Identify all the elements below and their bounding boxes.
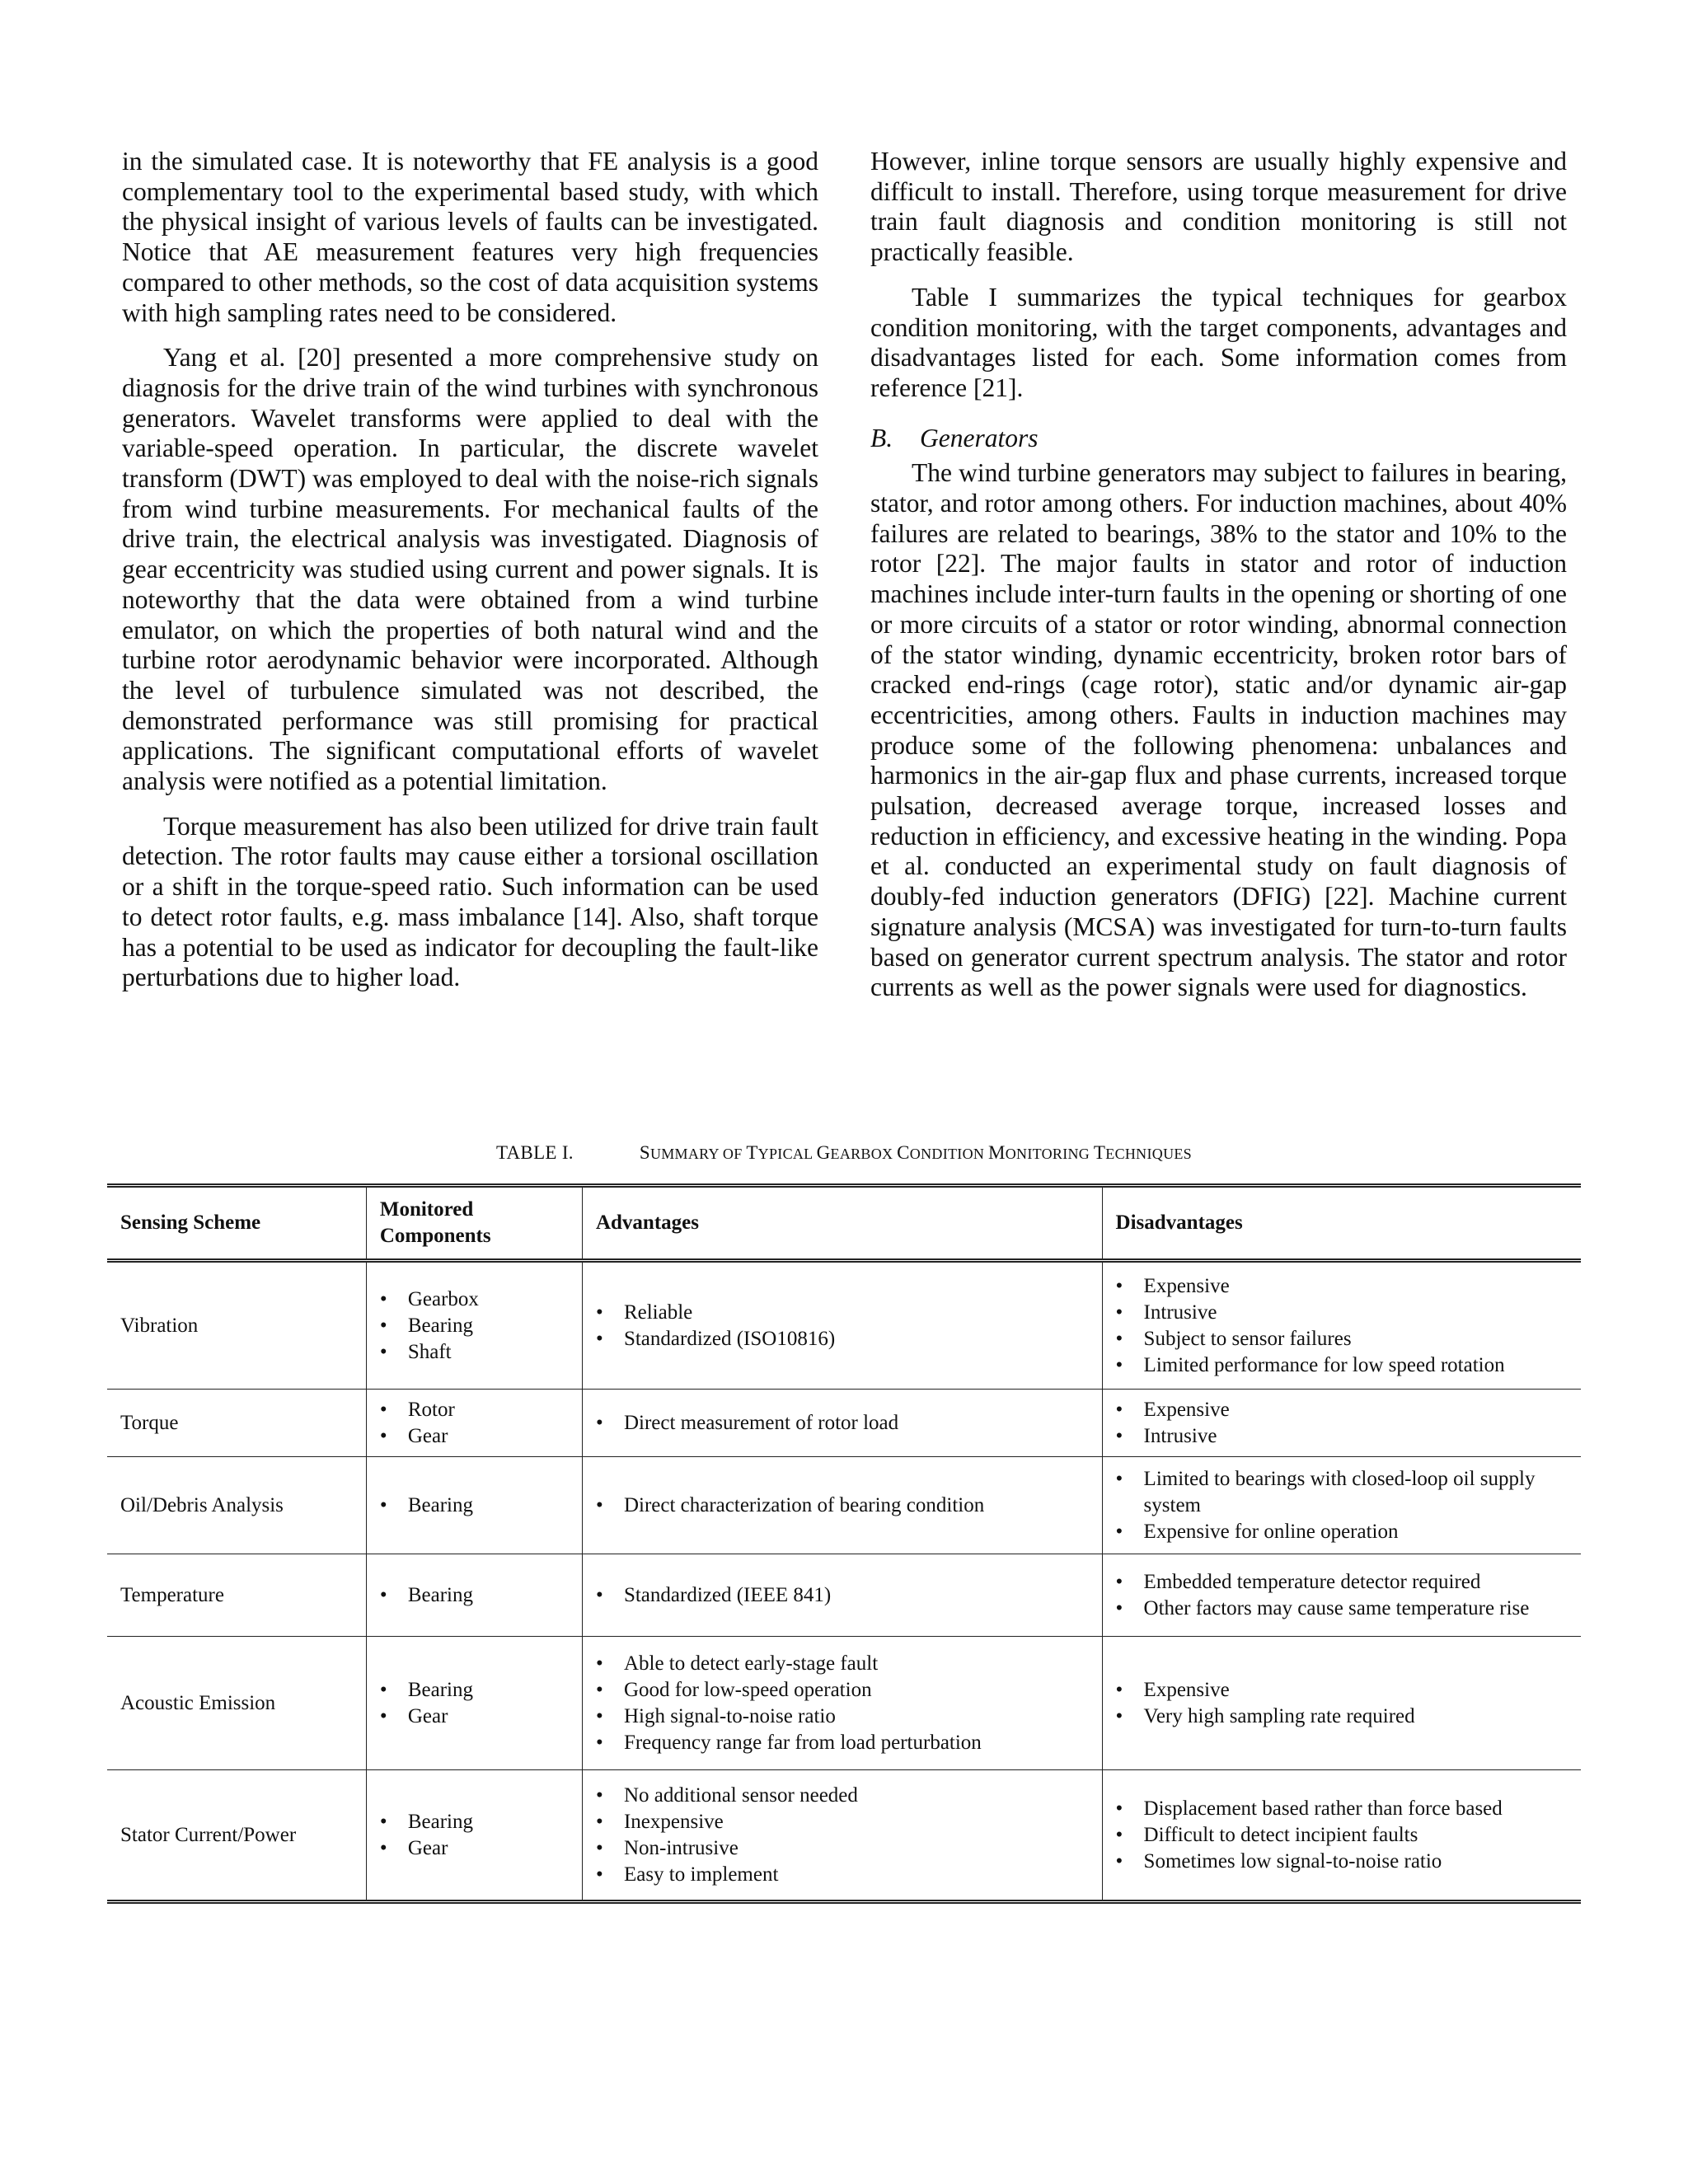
list-item: • Intrusive	[1116, 1300, 1568, 1326]
list-item: • Easy to implement	[596, 1862, 1089, 1888]
header-sensing-scheme: Sensing Scheme	[107, 1186, 366, 1261]
list-item: • Limited to bearings with closed-loop oil supply system	[1116, 1466, 1568, 1519]
section-number: B.	[870, 423, 893, 452]
section-heading	[870, 424, 1567, 454]
summary-table	[107, 1183, 1581, 1904]
list-item: • No additional sensor needed	[596, 1783, 1089, 1809]
list-item: • Gear	[380, 1423, 569, 1450]
list-item: • Shaft	[380, 1339, 569, 1366]
table-header-row	[107, 1186, 1581, 1261]
table-row	[107, 1770, 1581, 1902]
paragraph: However, inline torque sensors are usually highly expensive and difficult to install. Therefore, using torque measurement for drive train fault diagnosis and condition monitoring is still not practically feasible.	[870, 147, 1567, 267]
cell-advantages	[582, 1770, 1102, 1902]
list-item: • Good for low-speed operation	[596, 1677, 1089, 1704]
cell-advantages	[582, 1390, 1102, 1457]
list-item: • Bearing	[380, 1313, 569, 1339]
list-item: • Embedded temperature detector required	[1116, 1569, 1568, 1596]
cell-advantages	[582, 1261, 1102, 1390]
table-row	[107, 1261, 1581, 1390]
cell-disadvantages	[1102, 1554, 1581, 1637]
cell-advantages	[582, 1554, 1102, 1637]
cell-disadvantages	[1102, 1770, 1581, 1902]
header-disadvantages: Disadvantages	[1102, 1186, 1581, 1261]
paragraph: Torque measurement has also been utilized for drive train fault detection. The rotor faults may cause either a torsional oscillation or a shift in the torque-speed ratio. Such information can be used to detect rotor faults, e.g. mass imbalance [14]. Also, shaft torque has a potential to be used as indicator for decoupling the fault-like perturbations due to higher load.	[122, 811, 818, 992]
table-caption: TABLE I. SUMMARY OF TYPICAL GEARBOX CONDITION MONITORING TECHNIQUES	[496, 1142, 1192, 1163]
cell-components	[366, 1457, 582, 1554]
cell-disadvantages	[1102, 1637, 1581, 1770]
list-item: • Other factors may cause same temperature rise	[1116, 1596, 1568, 1622]
left-column	[122, 147, 818, 1008]
paragraph: in the simulated case. It is noteworthy that FE analysis is a good complementary tool to the experimental based study, with which the physical insight of various levels of faults can be investigated. Notice that AE measurement features very high frequencies compared to other methods, so the cost of data acquisition systems with high sampling rates need to be considered.	[122, 147, 818, 327]
list-item: • Standardized (ISO10816)	[596, 1326, 1089, 1352]
cell-advantages	[582, 1637, 1102, 1770]
section-title: Generators	[920, 423, 1039, 452]
list-item: • Limited performance for low speed rotation	[1116, 1352, 1568, 1379]
list-item: • Bearing	[380, 1493, 569, 1519]
cell-components	[366, 1390, 582, 1457]
list-item: • Non-intrusive	[596, 1835, 1089, 1862]
paragraph: Table I summarizes the typical techniques for gearbox condition monitoring, with the target components, advantages and disadvantages listed for each. Some information comes from reference [21].	[870, 282, 1567, 402]
list-item: • Very high sampling rate required	[1116, 1704, 1568, 1730]
list-item: • Rotor	[380, 1397, 569, 1423]
cell-scheme: Temperature	[107, 1554, 366, 1637]
list-item: • Subject to sensor failures	[1116, 1326, 1568, 1352]
list-item: • High signal-to-noise ratio	[596, 1704, 1089, 1730]
header-monitored-components: Monitored Components	[366, 1186, 582, 1261]
cell-components	[366, 1637, 582, 1770]
list-item: • Direct measurement of rotor load	[596, 1410, 1089, 1436]
list-item: • Displacement based rather than force based	[1116, 1796, 1568, 1822]
table-row	[107, 1637, 1581, 1770]
list-item: • Gear	[380, 1835, 569, 1862]
list-item: • Bearing	[380, 1809, 569, 1835]
list-item: • Intrusive	[1116, 1423, 1568, 1450]
cell-scheme: Stator Current/Power	[107, 1770, 366, 1902]
cell-scheme: Vibration	[107, 1261, 366, 1390]
right-column	[870, 147, 1567, 1018]
paragraph: Yang et al. [20] presented a more comprehensive study on diagnosis for the drive train of the wind turbines with synchronous generators. Wavelet transforms were applied to deal with the variable-speed operation. In particular, the discrete wavelet transform (DWT) was employed to deal with the noise-rich signals from wind turbine measurements. For mechanical faults of the drive train, the electrical analysis was investigated. Diagnosis of gear eccentricity was studied using current and power signals. It is noteworthy that the data were obtained from a wind turbine emulator, on which the properties of both natural wind and the turbine rotor aerodynamic behavior were incorporated. Although the level of turbulence simulated was not described, the demonstrated performance was still promising for practical applications. The significant computational efforts of wavelet analysis were notified as a potential limitation.	[122, 343, 818, 796]
list-item: • Bearing	[380, 1677, 569, 1704]
list-item: • Standardized (IEEE 841)	[596, 1582, 1089, 1609]
table-row	[107, 1554, 1581, 1637]
list-item: • Expensive for online operation	[1116, 1519, 1568, 1545]
list-item: • Difficult to detect incipient faults	[1116, 1822, 1568, 1849]
list-item: • Gearbox	[380, 1286, 569, 1313]
cell-scheme: Acoustic Emission	[107, 1637, 366, 1770]
list-item: • Inexpensive	[596, 1809, 1089, 1835]
list-item: • Able to detect early-stage fault	[596, 1651, 1089, 1677]
list-item: • Reliable	[596, 1300, 1089, 1326]
list-item: • Gear	[380, 1704, 569, 1730]
cell-components	[366, 1554, 582, 1637]
cell-disadvantages	[1102, 1390, 1581, 1457]
cell-components	[366, 1261, 582, 1390]
cell-scheme: Oil/Debris Analysis	[107, 1457, 366, 1554]
cell-components	[366, 1770, 582, 1902]
list-item: • Expensive	[1116, 1677, 1568, 1704]
table-row	[107, 1457, 1581, 1554]
header-advantages: Advantages	[582, 1186, 1102, 1261]
list-item: • Bearing	[380, 1582, 569, 1609]
list-item: • Expensive	[1116, 1397, 1568, 1423]
list-item: • Expensive	[1116, 1273, 1568, 1300]
table-row	[107, 1390, 1581, 1457]
list-item: • Frequency range far from load perturbation	[596, 1730, 1089, 1756]
cell-disadvantages	[1102, 1457, 1581, 1554]
list-item: • Direct characterization of bearing condition	[596, 1493, 1089, 1519]
cell-scheme: Torque	[107, 1390, 366, 1457]
paragraph: The wind turbine generators may subject to failures in bearing, stator, and rotor among others. For induction machines, about 40% failures are related to bearings, 38% to the stator and 10% to the rotor [22]. The major faults in stator and rotor of induction machines include inter-turn faults in the opening or shorting of one or more circuits of a stator or rotor winding, abnormal connection of the stator winding, dynamic eccentricity, broken rotor bars of cracked end-rings (cage rotor), static and/or dynamic air-gap eccentricities, among others. Faults in induction machines may produce some of the following phenomena: unbalances and harmonics in the air-gap flux and phase currents, increased torque pulsation, decreased average torque, increased losses and reduction in efficiency, and excessive heating in the winding. Popa et al. conducted an experimental study on fault diagnosis of doubly-fed induction generators (DFIG) [22]. Machine current signature analysis (MCSA) was investigated for turn-to-turn faults based on generator current spectrum analysis. The stator and rotor currents as well as the power signals were used for diagnostics.	[870, 458, 1567, 1002]
cell-disadvantages	[1102, 1261, 1581, 1390]
table-label: TABLE I.	[496, 1142, 574, 1163]
cell-advantages	[582, 1457, 1102, 1554]
list-item: • Sometimes low signal-to-noise ratio	[1116, 1849, 1568, 1875]
